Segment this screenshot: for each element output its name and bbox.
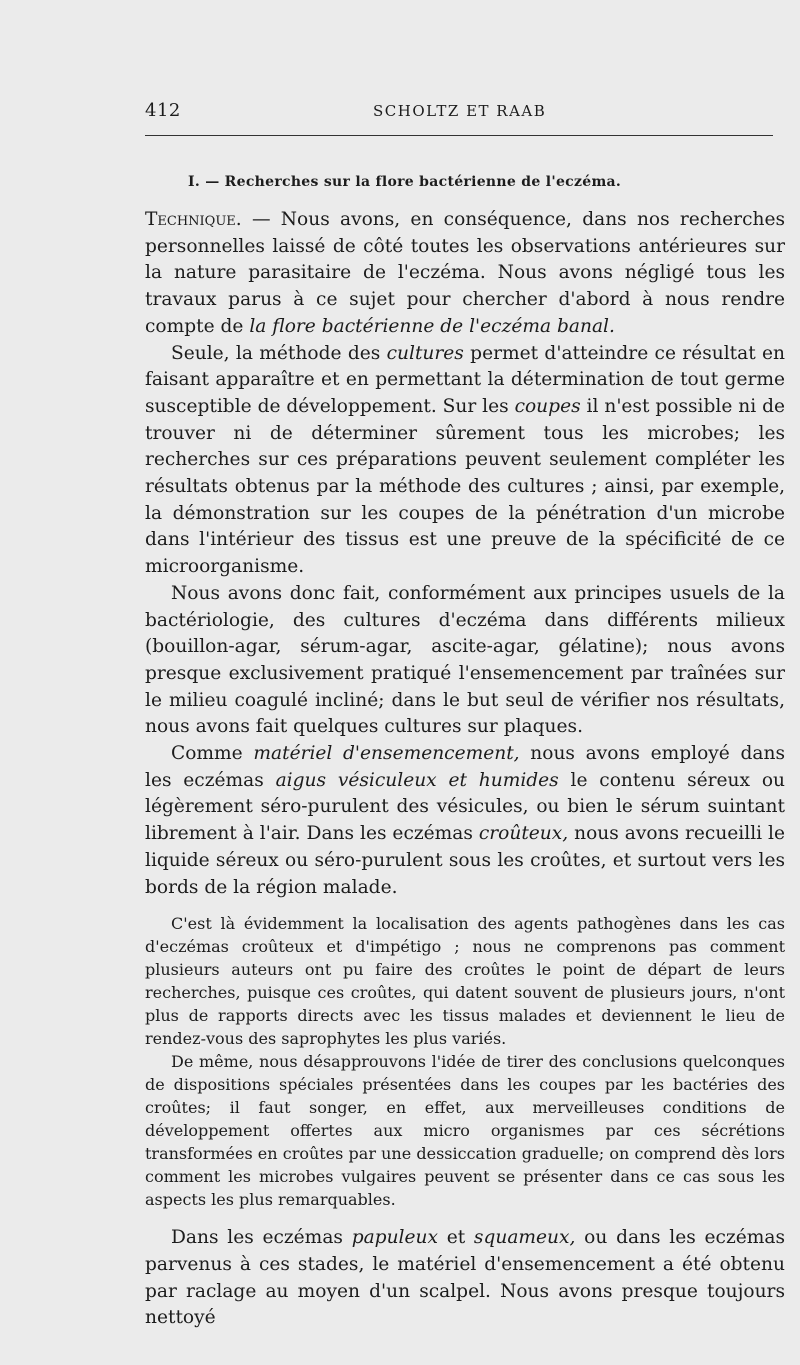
page-header — [145, 100, 785, 130]
paragraph-text: ou dans les eczémas parvenus à ces stades, le matériel d'ensemencement a été obtenu par raclage au moyen d'un scalpel. Nous avons presque toujours nettoyé — [145, 1227, 786, 1329]
paragraph-raclage — [145, 1225, 785, 1332]
emphasis: coupes — [514, 395, 581, 417]
spacer — [145, 1211, 785, 1225]
paragraph-cultures — [145, 341, 785, 581]
text-body — [145, 207, 785, 1332]
emphasis: cultures — [386, 342, 464, 364]
paragraph-text: Dans les eczémas — [171, 1227, 352, 1249]
paragraph-text: — Nous avons, en conséquence, dans nos recherches personnelles laissé de côté toutes les observations antérieures sur la nature parasitaire de l'eczéma. Nous avons négligé tous les travaux parus à ce sujet pour chercher d'abord à nous rendre compte de — [145, 209, 785, 337]
emphasis: croûteux, — [478, 823, 569, 845]
emphasis: squameux, — [473, 1227, 576, 1249]
page-number: 412 — [145, 100, 181, 121]
note-coupes: De même, nous désapprouvons l'idée de tirer des conclusions quelconques de dispositions spéciales présentées dans les coupes par les bactéries des croûtes; il faut songer, en effet, aux merveilleuses conditions de développement offertes aux micro organismes par ces sécrétions transformées en croûtes par une dessiccation graduelle; on comprend dès lors comment les microbes vulgaires peuvent se présenter dans ce cas sous les aspects les plus remarquables. — [145, 1052, 785, 1210]
section-heading: I. — Recherches sur la flore bactérienne de l'eczéma. — [188, 174, 622, 190]
spacer — [145, 901, 785, 912]
emphasis: la flore bactérienne de l'eczéma banal. — [249, 315, 615, 337]
emphasis: papuleux — [351, 1227, 438, 1249]
paragraph-text: le contenu séreux ou légèrement séro-purulent des vésicules, ou bien le sérum suintant librement à l'air. Dans les eczémas — [145, 769, 786, 845]
paragraph-text: et — [437, 1227, 474, 1249]
paragraph-text: Nous avons donc fait, conformément aux principes usuels de la bactériologie, des cultures d'eczéma dans différents milieux (bouillon-agar, sérum-agar, ascite-agar, gélatine); nous avons presque exclusivement pratiqué l'ensemencement par traînées sur le milieu coagulé incliné; dans le but seul de vérifier nos résultats, nous avons fait quelques cultures sur plaques. — [145, 582, 785, 738]
paragraph-text: il n'est possible ni de trouver ni de déterminer sûrement tous les microbes; les recherches sur ces préparations peuvent seulement compléter les résultats obtenus par la méthode des cultures ; ainsi, par exemple, la démonstration sur les coupes de la pénétration d'un microbe dans l'intérieur des tissus est une preuve de la spécificité de ce microorganisme. — [145, 395, 785, 578]
paragraph-text: nous avons recueilli le liquide séreux ou séro-purulent sous les croûtes, et surtout vers les bords de la région malade. — [145, 823, 785, 898]
emphasis: aigus vésiculeux et humides — [275, 769, 559, 791]
paragraph-lead: Technique. — [145, 209, 242, 230]
header-rule — [145, 135, 773, 136]
emphasis: matériel d'ensemencement, — [253, 743, 520, 765]
running-title: SCHOLTZ ET RAAB — [373, 102, 547, 120]
paragraph-technique — [145, 207, 785, 341]
paragraph-text: Comme — [171, 743, 254, 765]
note-localisation: C'est là évidemment la localisation des agents pathogènes dans les cas d'eczémas croûteux et d'impétigo ; nous ne comprenons pas comment plusieurs auteurs ont pu faire des croûtes le point de départ de leurs recherches, puisque ces croûtes, qui datent souvent de plusieurs jours, n'ont plus de rapports directs avec les tissus malades et deviennent le lieu de rendez-vous des saprophytes les plus variés. — [145, 914, 785, 1049]
paragraph-text: Seule, la méthode des — [171, 342, 387, 364]
paragraph-materiel — [145, 741, 785, 901]
paragraph-text: nous avons employé dans les eczémas — [145, 743, 785, 791]
paragraph-milieux — [145, 581, 785, 741]
paragraph-text: permet d'atteindre ce résultat en faisant apparaître et en permettant la détermination de tout germe susceptible de développement. Sur les — [145, 342, 786, 417]
